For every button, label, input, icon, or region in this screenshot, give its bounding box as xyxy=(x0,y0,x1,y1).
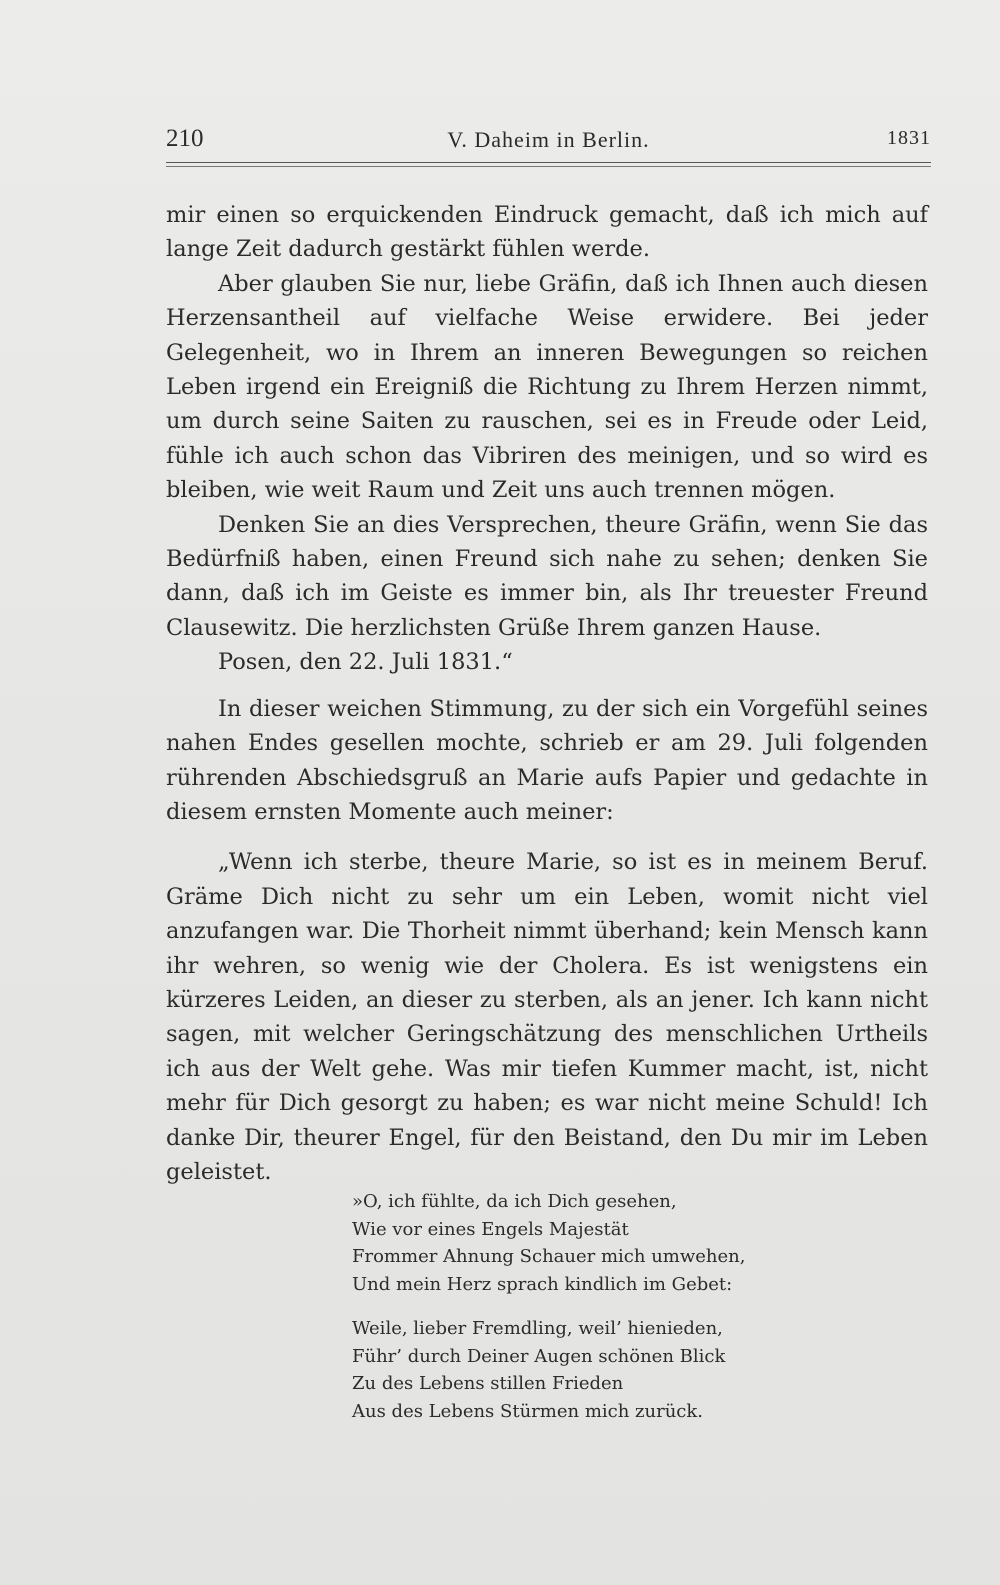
body-text xyxy=(166,198,928,1189)
poem-line: Führ’ durch Deiner Augen schönen Blick xyxy=(352,1345,726,1367)
running-header xyxy=(166,125,931,159)
quoted-letter: „Wenn ich sterbe, theure Marie, so ist es in meinem Beruf. Gräme Dich nicht zu sehr um ein Leben, womit nicht viel anzufangen war. Die Thorheit nimmt überhand; kein Mensch kann ihr wehren, so wenig wie der Cholera. Es ist wenigstens ein kürzeres Leiden, an dieser zu sterben, als an jener. Ich kann nicht sagen, mit welcher Geringschätzung des menschlichen Urtheils ich aus der Welt gehe. Was mir tiefen Kummer macht, ist, nicht mehr für Dich gesorgt zu haben; es war nicht meine Schuld! Ich danke Dir, theurer Engel, für den Beistand, den Du mir im Leben geleistet. xyxy=(166,849,928,1185)
paragraph: Denken Sie an dies Versprechen, theure Gräfin, wenn Sie das Bedürfniß haben, einen Freund sich nahe zu sehen; denken Sie dann, daß ich im Geiste es immer bin, als Ihr treuester Freund Clausewitz. Die herzlichsten Grüße Ihrem ganzen Hause. xyxy=(166,511,928,641)
paragraph-continuation: mir einen so erquickenden Eindruck gemacht, daß ich mich auf lange Zeit dadurch gestärkt fühlen werde. xyxy=(166,202,928,263)
letter-dateline: Posen, den 22. Juli 1831.“ xyxy=(218,649,513,676)
poem-line: Weile, lieber Fremdling, weil’ hienieden, xyxy=(352,1318,723,1339)
poem xyxy=(352,1188,772,1425)
poem-line: Frommer Ahnung Schauer mich umwehen, xyxy=(352,1246,746,1267)
poem-line: Wie vor eines Engels Majestät xyxy=(352,1218,629,1240)
paragraph: In dieser weichen Stimmung, zu der sich ein Vorgefühl seines nahen Endes gesellen mochte, schrieb er am 29. Juli folgenden rührenden Abschiedsgruß an Marie aufs Papier und gedachte in diesem ernsten Momente auch meiner: xyxy=(166,695,928,825)
paragraph: Aber glauben Sie nur, liebe Gräfin, daß ich Ihnen auch diesen Herzensantheil auf vielfache Weise erwidere. Bei jeder Gelegenheit, wo in Ihrem an inneren Bewegungen so reichen Leben irgend ein Ereigniß die Richtung zu Ihrem Herzen nimmt, um durch seine Saiten zu rauschen, sei es in Freude oder Leid, fühle ich auch schon das Vibriren des meinigen, und so wird es bleiben, wie weit Raum und Zeit uns auch trennen mögen. xyxy=(166,270,928,504)
poem-line: Zu des Lebens stillen Frieden xyxy=(352,1373,624,1394)
poem-stanza xyxy=(352,1188,772,1298)
header-year: 1831 xyxy=(887,127,931,149)
page-number: 210 xyxy=(166,125,204,152)
poem-line: Aus des Lebens Stürmen mich zurück. xyxy=(352,1400,704,1422)
header-rule-thin xyxy=(166,166,931,167)
poem-stanza xyxy=(352,1315,772,1425)
running-title: V. Daheim in Berlin. xyxy=(447,127,650,152)
poem-line: Und mein Herz sprach kindlich im Gebet: xyxy=(352,1273,733,1295)
header-rule xyxy=(166,162,931,163)
poem-line: »O, ich fühlte, da ich Dich gesehen, xyxy=(352,1191,677,1212)
